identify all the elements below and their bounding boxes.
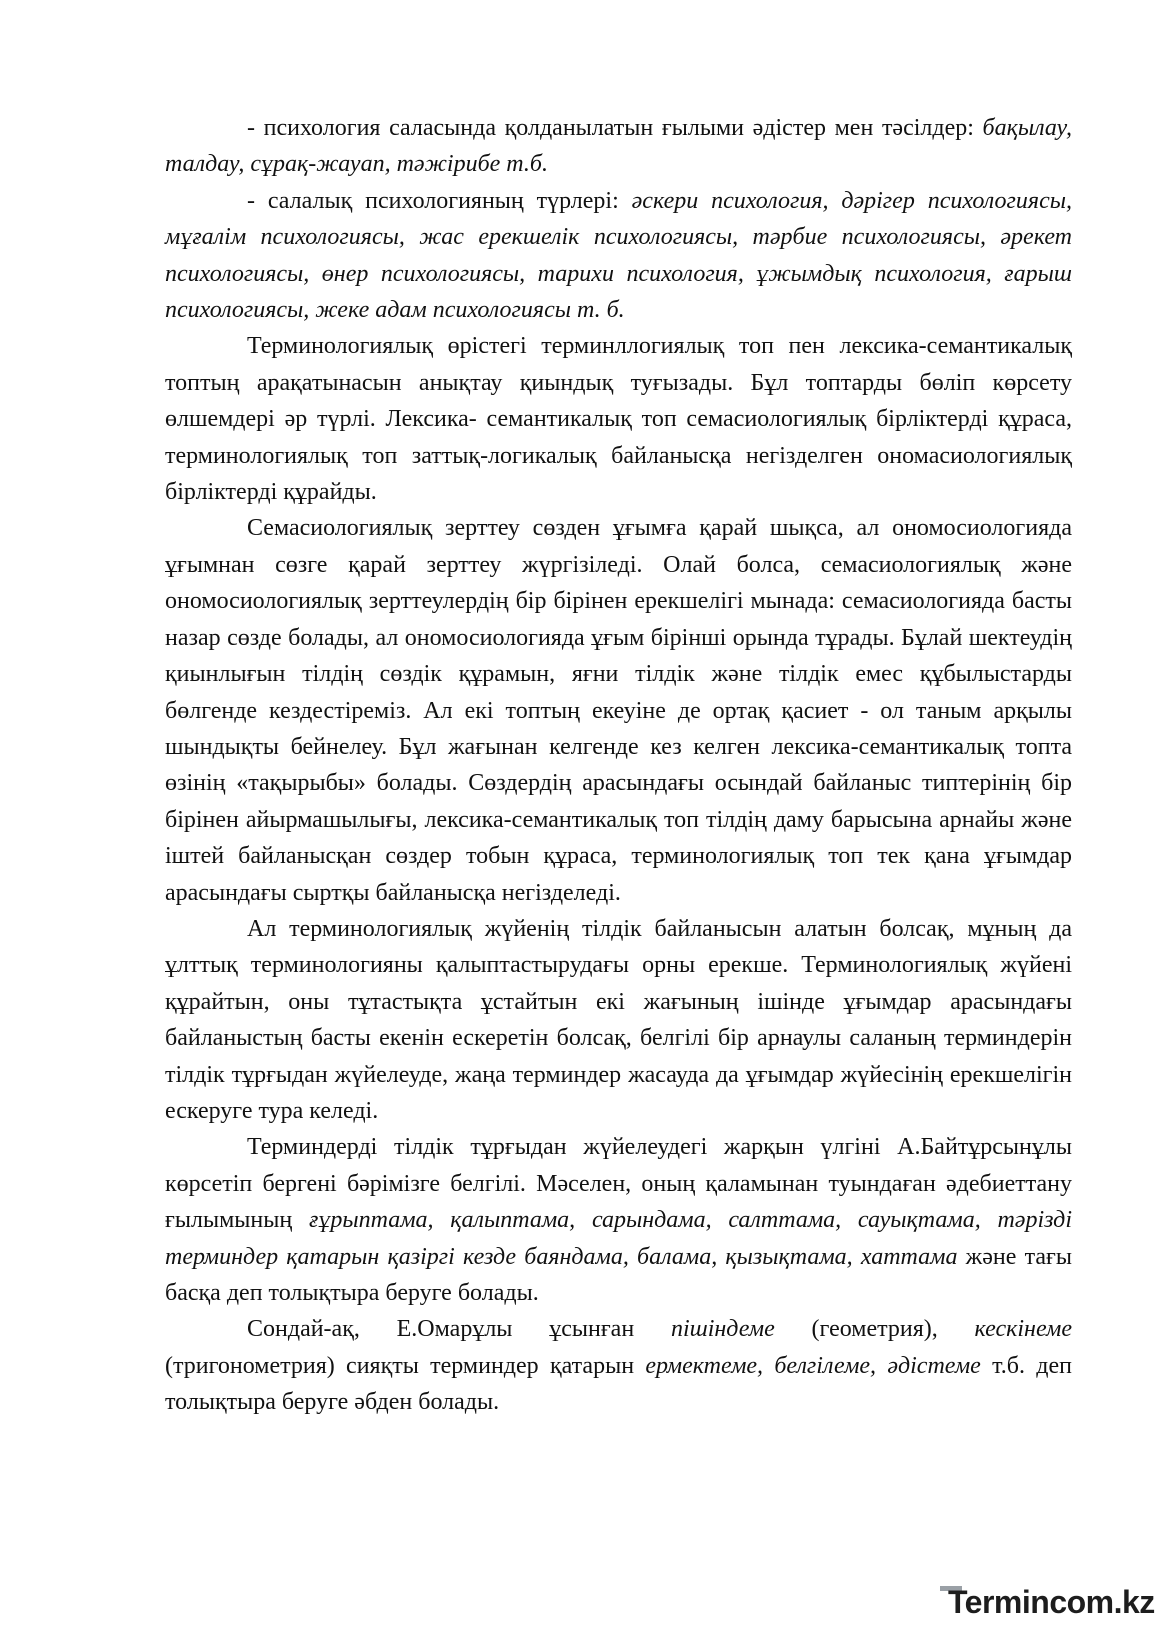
- paragraph-baitursynuly: [165, 1129, 1072, 1311]
- logo-text: Termincom.kz: [948, 1584, 1155, 1620]
- paragraph-terminological-system: [165, 911, 1072, 1129]
- run: т.б. деп толықтыра беруге әбден болады.: [165, 1352, 1072, 1416]
- run: (тригонометрия) сияқты терминдер қатарын: [165, 1352, 646, 1379]
- run: Терминдерді тілдік тұрғыдан жүйелеудегі жарқын үлгіні А.Байтұрсынұлы көрсетіп бергені бәрімізге белгілі. Мәселен, оның қаламынан туындаған әдебиеттану ғылымының: [165, 1134, 1072, 1234]
- run-italic: бақылау, талдау, сұрақ-жауап, тәжірибе т.б.: [165, 115, 1072, 178]
- paragraph-methods: [165, 110, 1072, 183]
- paragraph-terminological-field: [165, 328, 1072, 510]
- run: - психология саласында қолданылатын ғылыми әдістер мен тәсілдер:: [247, 115, 983, 141]
- document-page: [165, 110, 1072, 1421]
- run-italic: пішіндеме: [670, 1316, 775, 1343]
- run-italic: әскери психология, дәрігер психологиясы, мұғалім психологиясы, жас ерекшелік психологиясы, тәрбие психологиясы, әрекет психологиясы, өнер психологиясы, тарихи психология, ұжымдық психология, ғарыш психологиясы, жеке адам психологиясы т. б.: [165, 187, 1072, 324]
- run: (геометрия),: [774, 1316, 975, 1343]
- run: Семасиологиялық зерттеу сөзден ұғымға қарай шықса, ал ономосиологияда ұғымнан сөзге қарай зерттеу жүргізіледі. Олай болса, семасиологиялық және ономосиологиялық зерттеулердің бір бірінен ерекшелігі мынада: семасиологияда басты назар сөзде болады, ал ономосиологияда ұғым бірінші орында тұрады. Бұлай шектеудің қиынлығын тілдің сөздік құрамын, яғни тілдік және тілдік емес құбылыстарды бөлгенде кездестіреміз. Ал екі топтың екеуіне де ортақ қасиет - ол таным арқылы шындықты бейнелеу. Бұл жағынан келгенде кез келген лексика-семантикалық топта өзінің «тақырыбы» болады. Сөздердің арасындағы осындай байланыс типтерінің бір бірінен айырмашылығы, лексика-семантикалық топ тілдің даму барысына арнайы және іштей байланысқан сөздер тобын құраса, терминологиялық топ тек қана ұғымдар арасындағы сыртқы байланысқа негізделеді.: [165, 515, 1072, 906]
- run: Сондай-ақ, Е.Омарұлы ұсынған: [247, 1316, 671, 1343]
- run: - салалық психологияның түрлері:: [247, 187, 632, 214]
- run-italic: ермектеме, белгілеме, әдістеме: [645, 1352, 981, 1379]
- run: және тағы басқа деп толықтыра беруге болады.: [165, 1243, 1072, 1306]
- paragraph-omaruly: [165, 1311, 1072, 1420]
- termincom-logo: [940, 1582, 1155, 1622]
- run-italic: ғұрыптама, қалыптама, сарындама, салттама, сауықтама, тәрізді терминдер қатарын қазіргі кезде баяндама, балама, қызықтама, хаттама: [165, 1207, 1072, 1270]
- run: Терминологиялық өрістегі терминллогиялық топ пен лексика-семантикалық топтың арақатынасын анықтау қиындық туғызады. Бұл топтарды бөліп көрсету өлшемдері әр түрлі. Лексика- семантикалық топ семасиологиялық бірліктерді құраса, терминологиялық топ заттық-логикалық байланысқа негізделген ономасиологиялық бірліктерді құрайды.: [165, 333, 1072, 506]
- paragraph-semasiology: [165, 510, 1072, 910]
- run-italic: кескінеме: [974, 1316, 1072, 1343]
- paragraph-psychology-types: [165, 183, 1072, 329]
- run: Ал терминологиялық жүйенің тілдік байланысын алатын болсақ, мұның да ұлттық терминологияны қалыптастырудағы орны ерекше. Терминологиялық жүйені құрайтын, оны тұтастықта ұстайтын екі жағының ішінде ұғымдар арасындағы байланыстың басты екенін ескеретін болсақ, белгілі бір арнаулы саланың терминдерін тілдік тұрғыдан жүйелеуде, жаңа терминдер жасауда да ұғымдар жүйесінің ерекшелігін ескеруге тура келеді.: [165, 915, 1072, 1124]
